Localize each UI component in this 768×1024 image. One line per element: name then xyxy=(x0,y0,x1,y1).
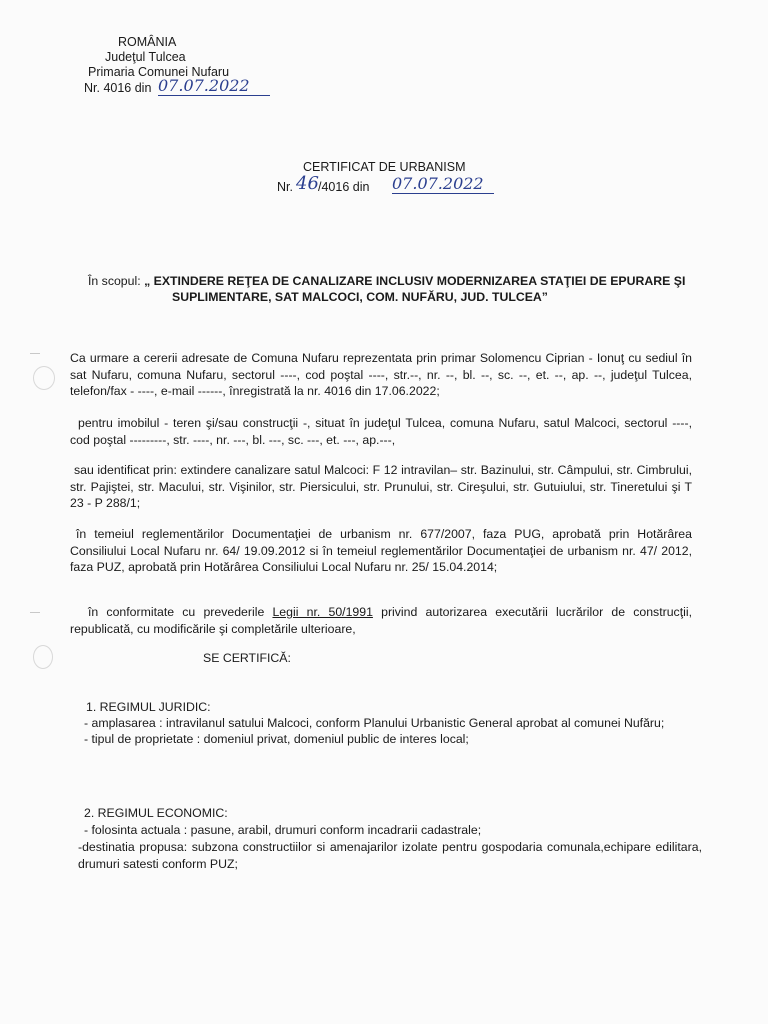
conformity-text-after: privind autorizarea executării lucrărilor de construcţii, republicată, cu modificările şi completările ulterioare, xyxy=(70,605,692,636)
law-link[interactable]: Legii nr. 50/1991 xyxy=(272,605,373,619)
paragraph-identified: sau identificat prin: extindere canalizare satul Malcoci: F 12 intravilan– str. Bazinului, str. Câmpului, str. Cimbrului, str. Pajiştei, str. Macului, str. Vişinilor, str. Piersicului, str. Prunului, str. Cireşului, str. Gutuiului, str. Tineretului şi T 23 - P 288/1; xyxy=(70,463,692,510)
section-1-line-1: - amplasarea : intravilanul satului Malcoci, conform Planului Urbanistic General aprobat al comunei Nufăru; xyxy=(84,716,665,730)
section-2-line-2: -destinatia propusa: subzona constructiilor si amenajarilor izolate pentru gospodaria comunala,echipare edilitara, drumuri satesti conform PUZ; xyxy=(78,840,702,871)
scope-title-line-2: SUPLIMENTARE, SAT MALCOCI, COM. NUFĂRU, JUD. TULCEA” xyxy=(172,290,548,304)
scope-title-line-1: „ EXTINDERE REŢEA DE CANALIZARE INCLUSIV MODERNIZAREA STAŢIEI DE EPURARE ŞI xyxy=(144,274,686,288)
certificate-nr-prefix: Nr. xyxy=(277,180,293,194)
section-1-line-2: - tipul de proprietate : domeniul privat, domeniul public de interes local; xyxy=(84,732,469,746)
punch-hole-mark xyxy=(33,645,53,669)
section-2-title: 2. REGIMUL ECONOMIC: xyxy=(84,806,228,820)
paragraph-legal-basis: în temeiul reglementărilor Documentaţiei de urbanism nr. 677/2007, faza PUG, aprobată prin Hotărârea Consiliului Local Nufaru nr. 64/ 19.09.2012 si în temeiul reglementărilor Documentaţiei de urbanism nr. 47/ 2012, faza PUZ, aprobată prin Hotărârea Consiliului Local Nufaru nr. 25/ 15.04.2014; xyxy=(70,527,692,574)
paragraph-property: pentru imobilul - teren şi/sau construcţii -, situat în judeţul Tulcea, comuna Nufaru, satul Malcoci, sectorul ----, cod poştal ---------, str. ----, nr. ---, bl. ---, sc. ---, et. ---, ap.---, xyxy=(70,416,692,447)
header-registration-prefix: Nr. 4016 din xyxy=(84,81,152,95)
header-office: Primaria Comunei Nufaru xyxy=(88,65,230,79)
scope-line-1 xyxy=(88,273,685,289)
paragraph-conformity xyxy=(70,604,692,637)
header-country: ROMÂNIA xyxy=(118,35,177,49)
margin-tick-mark xyxy=(30,612,40,613)
certificate-nr-suffix: /4016 din xyxy=(318,180,370,194)
section-2-line-1: - folosinta actuala : pasune, arabil, drumuri conform incadrarii cadastrale; xyxy=(84,823,482,837)
punch-hole-mark xyxy=(33,366,55,390)
header-registration-date-handwritten: 07.07.2022 xyxy=(158,76,270,96)
certificate-nr-handwritten: 46 xyxy=(296,173,319,194)
conformity-text-before: în conformitate cu prevederile xyxy=(88,605,273,619)
scope-prefix: În scopul: xyxy=(88,274,145,288)
certifies-heading: SE CERTIFICĂ: xyxy=(203,651,291,665)
margin-tick-mark xyxy=(30,353,40,354)
header-county: Judeţul Tulcea xyxy=(105,50,186,64)
paragraph-request: Ca urmare a cererii adresate de Comuna Nufaru reprezentata prin primar Solomencu Ciprian - Ionuţ cu sediul în sat Nufaru, comuna Nufaru, sectorul ----, cod poştal ----, str.--, nr. --, bl. --, sc. --, et. --, ap. --, judeţul Tulcea, telefon/fax - ----, e-mail ------, înregistrată la nr. 4016 din 17.06.2022; xyxy=(70,351,692,398)
section-1-title: 1. REGIMUL JURIDIC: xyxy=(86,700,211,714)
certificate-date-handwritten: 07.07.2022 xyxy=(392,174,494,194)
certificate-title: CERTIFICAT DE URBANISM xyxy=(303,160,466,174)
